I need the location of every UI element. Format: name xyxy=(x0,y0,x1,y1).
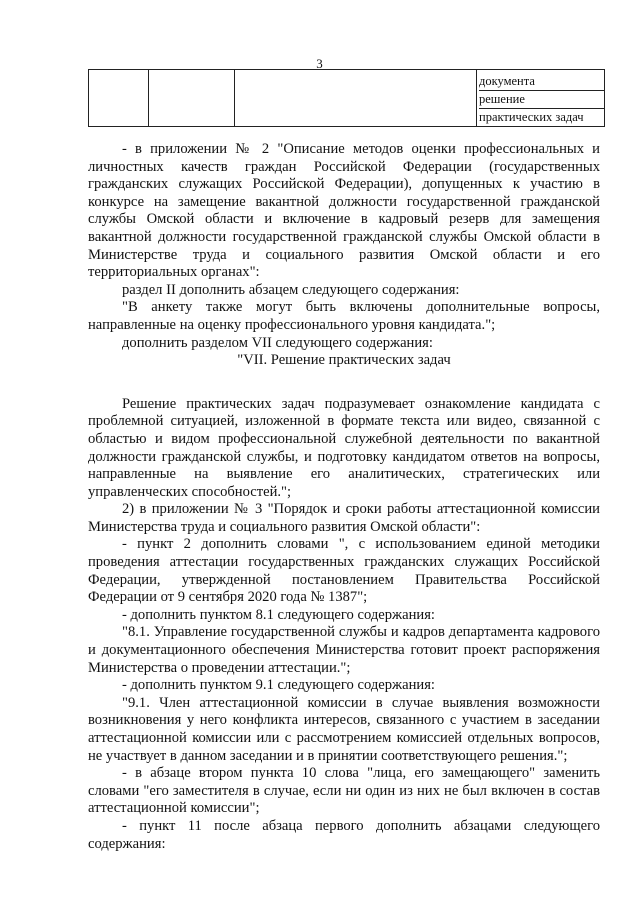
paragraph: 2) в приложении № 3 "Порядок и сроки работы аттестационной комиссии Министерства труда и социального развития Омской области": xyxy=(88,501,600,535)
paragraph: "8.1. Управление государственной службы и кадров департамента кадрового и документационного обеспечения Министерства готовит проект распоряжения Министерства о проведении аттестации."; xyxy=(88,624,600,676)
document-body xyxy=(88,141,600,853)
paragraph: - пункт 11 после абзаца первого дополнить абзацами следующего содержания: xyxy=(88,817,600,852)
paragraph: раздел II дополнить абзацем следующего содержания: xyxy=(122,281,460,298)
paragraph: - в приложении № 2 "Описание методов оценки профессиональных и личностных качеств граждан Российской Федерации (государственных гражданских служащих Российской Федерации), допущенных к участию в конкурсе на замещение вакантной должности государственной гражданской службы Омской области и включение в кадровый резерв для замещения вакантной должности государственной гражданской службы Омской области в Министерстве труда и социального развития Омской области и его территориальных органах": xyxy=(88,141,600,281)
paragraph: - дополнить пунктом 8.1 следующего содержания: xyxy=(122,606,435,623)
section-heading: "VII. Решение практических задач xyxy=(237,352,451,369)
table-cell xyxy=(89,70,149,127)
paragraph: - в абзаце втором пункта 10 слова "лица, его замещающего" заменить словами "его заместителя в случае, если ни один из них не был включен в состав аттестационной комиссии"; xyxy=(88,765,600,817)
paragraph: дополнить разделом VII следующего содержания: xyxy=(122,334,433,351)
paragraph: Решение практических задач подразумевает ознакомление кандидата с проблемной ситуацией, изложенной в формате текста или видео, связанной с областью и видом профессиональной служебной деятельности по вакантной должности гражданской службы, и подготовку кандидатом ответов на вопросы, направленные на выявление его аналитических, стратегических или управленческих способностей."; xyxy=(88,395,600,500)
cell-line: решение xyxy=(479,91,604,109)
continuation-table xyxy=(88,69,605,127)
table-cell xyxy=(477,70,605,127)
table-row xyxy=(89,70,605,127)
page-number: 3 xyxy=(316,56,323,71)
paragraph: "9.1. Член аттестационной комиссии в случае выявления возможности возникновения у него конфликта интересов, связанного с участием в заседании аттестационной комиссии или с рассмотрением комиссией отдельных вопросов, не участвует в данном заседании и в принятии соответствующего решения."; xyxy=(88,694,600,764)
paragraph: - пункт 2 дополнить словами ", с использованием единой методики проведения аттестации государственных гражданских служащих Российской Федерации, утвержденной постановлением Правительства Российской Федерации от 9 сентября 2020 года № 1387"; xyxy=(88,536,600,606)
paragraph: - дополнить пунктом 9.1 следующего содержания: xyxy=(122,677,435,694)
cell-line: практических задач xyxy=(479,110,584,124)
cell-line: документа xyxy=(479,73,604,91)
paragraph: "В анкету также могут быть включены дополнительные вопросы, направленные на оценку профессионального уровня кандидата."; xyxy=(88,299,600,333)
table-cell xyxy=(149,70,235,127)
table-cell xyxy=(235,70,477,127)
